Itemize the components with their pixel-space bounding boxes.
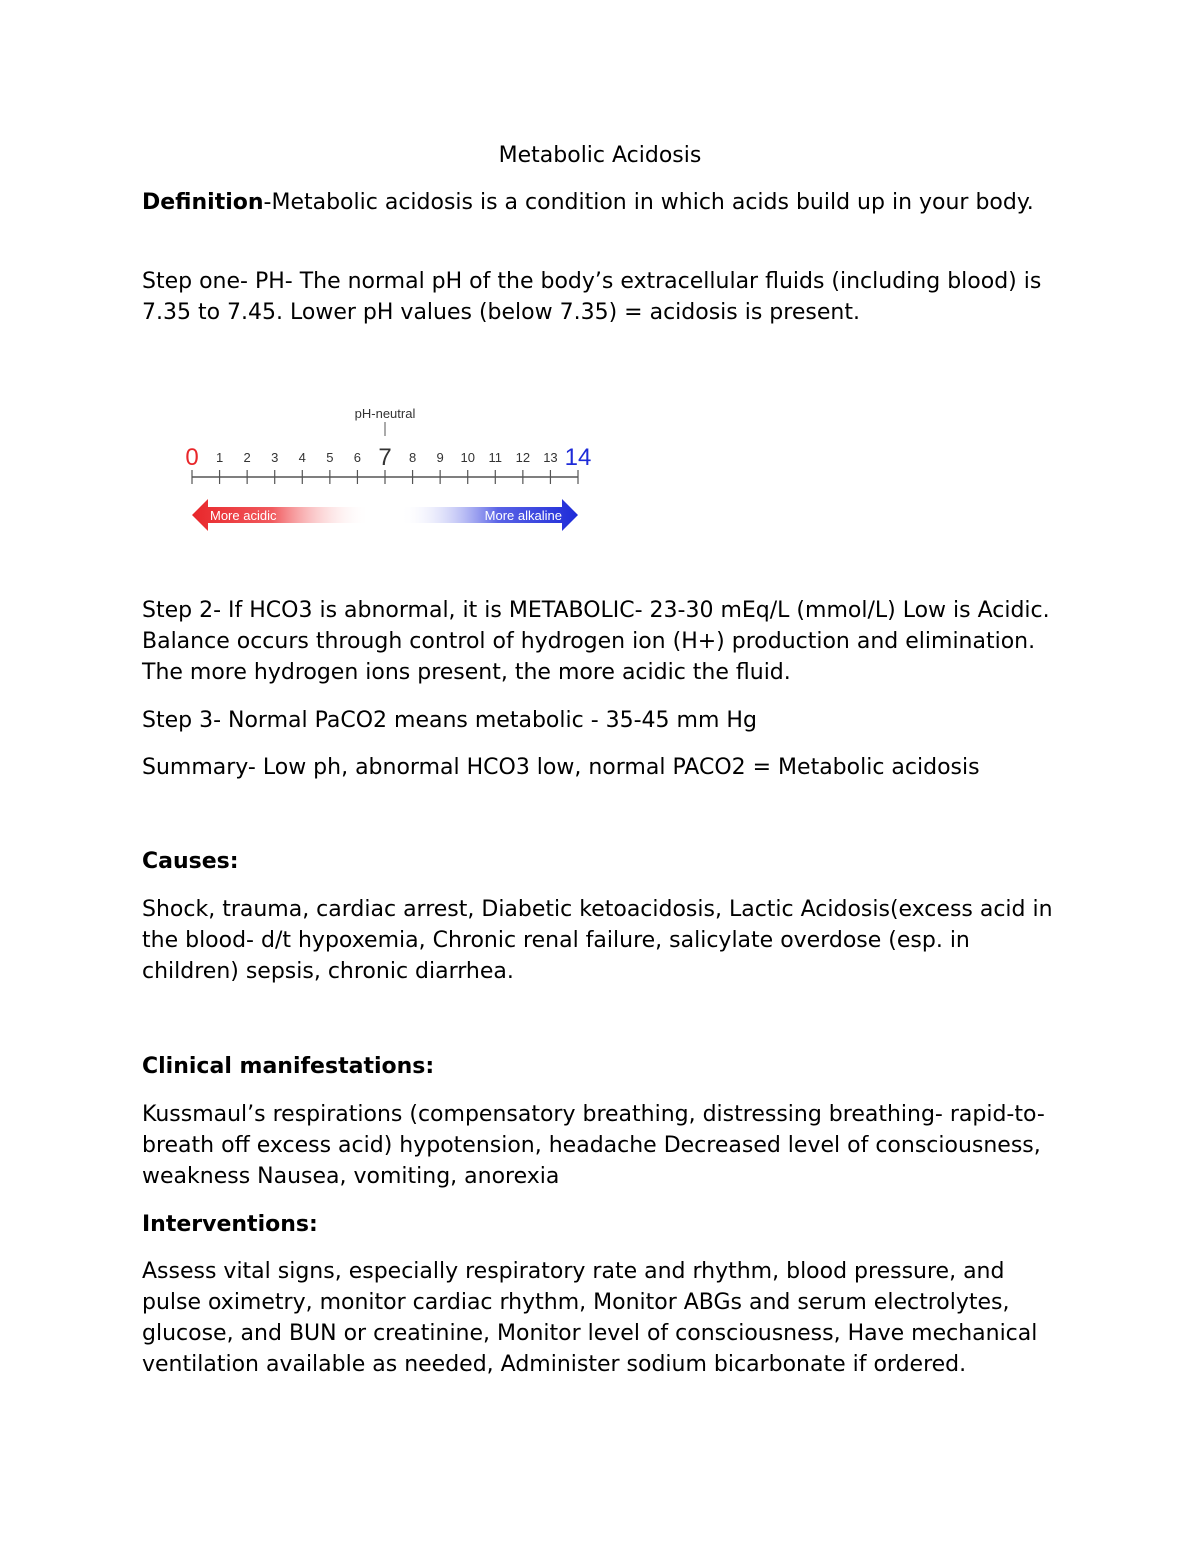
causes-heading: Causes:: [142, 849, 239, 874]
step-one-paragraph: Step one- PH- The normal pH of the body’s extracellular fluids (including blood) is 7.35 to 7.45. Lower pH values (below 7.35) = acidosis is present.: [142, 269, 1042, 325]
definition-label: Definition: [142, 190, 264, 215]
ph-scale-figure: [180, 398, 600, 543]
ph-tick-label-7: 7: [378, 444, 392, 471]
causes-text: Shock, trauma, cardiac arrest, Diabetic ketoacidosis, Lactic Acidosis(excess acid in the blood- d/t hypoxemia, Chronic renal failure, salicylate overdose (esp. in children) sepsis, chronic diarrhea.: [142, 897, 1053, 984]
ph-tick-label-11: 11: [488, 450, 503, 465]
alkaline-label: More alkaline: [484, 508, 562, 523]
summary-paragraph: Summary- Low ph, abnormal HCO3 low, normal PACO2 = Metabolic acidosis: [142, 755, 980, 780]
clinical-text: Kussmaul’s respirations (compensatory breathing, distressing breathing- rapid-to-breath off excess acid) hypotension, headache Decreased level of consciousness, weakness Nausea, vomiting, anorexia: [142, 1102, 1045, 1189]
ph-tick-label-10: 10: [460, 450, 475, 465]
ph-tick-label-13: 13: [543, 450, 558, 465]
ph-tick-label-9: 9: [436, 450, 444, 465]
interventions-heading: Interventions:: [142, 1212, 318, 1237]
ph-tick-label-12: 12: [515, 450, 531, 465]
step-three-paragraph: Step 3- Normal PaCO2 means metabolic - 35-45 mm Hg: [142, 708, 757, 733]
ph-neutral-label: pH-neutral: [354, 406, 416, 421]
definition-paragraph: [142, 187, 1062, 218]
ph-tick-label-8: 8: [408, 450, 417, 465]
ph-tick-label-5: 5: [326, 450, 334, 465]
acidic-label: More acidic: [210, 508, 277, 523]
ph-tick-label-14: 14: [564, 444, 592, 471]
ph-tick-label-0: 0: [185, 444, 199, 471]
ph-tick-label-2: 2: [243, 450, 251, 465]
ph-tick-labels: [185, 444, 591, 471]
ph-tick-label-4: 4: [298, 450, 306, 465]
step-two-paragraph: Step 2- If HCO3 is abnormal, it is METABOLIC- 23-30 mEq/L (mmol/L) Low is Acidic. Balance occurs through control of hydrogen ion (H+) production and elimination. The more hydrogen ions present, the more acidic the fluid.: [142, 598, 1050, 685]
definition-text: -Metabolic acidosis is a condition in which acids build up in your body.: [263, 190, 1034, 215]
interventions-text: Assess vital signs, especially respiratory rate and rhythm, blood pressure, and pulse oximetry, monitor cardiac rhythm, Monitor ABGs and serum electrolytes, glucose, and BUN or creatinine, Monitor level of consciousness, Have mechanical ventilation available as needed, Administer sodium bicarbonate if ordered.: [142, 1259, 1038, 1377]
ph-tick-label-3: 3: [271, 450, 279, 465]
ph-tick-label-1: 1: [215, 450, 224, 465]
ph-tick-label-6: 6: [353, 450, 362, 465]
clinical-heading: Clinical manifestations:: [142, 1054, 435, 1079]
document-title: Metabolic Acidosis: [498, 143, 702, 168]
